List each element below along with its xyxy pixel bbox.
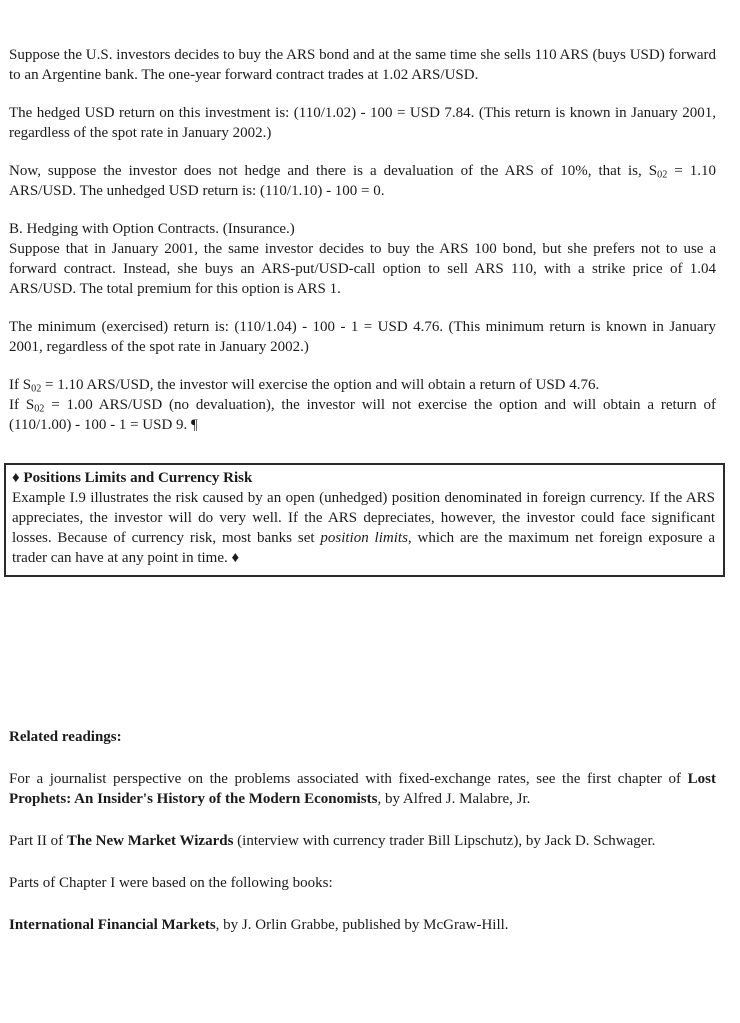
subscript-s02: 02: [31, 383, 42, 395]
book-title: International Financial Markets: [9, 917, 216, 933]
text-run: = 1.00 ARS/USD (no devaluation), the investor will not exercise the option and will obtain a return of (110/1.00) - 100 - 1 = USD 9. ¶: [9, 397, 716, 433]
subscript-s02: 02: [657, 169, 668, 181]
paragraph-minimum-return: The minimum (exercised) return is: (110/1.04) - 100 - 1 = USD 4.76. (This minimum return is known in January 2001, regardless of the spot rate in January 2002.): [9, 319, 716, 355]
text-run: If S: [9, 377, 32, 393]
text-run: If S: [9, 397, 35, 413]
paragraph-forward-setup: Suppose the U.S. investors decides to buy the ARS bond and at the same time she sells 110 ARS (buys USD) forward to an Argentine bank. The one-year forward contract trades at 1.02 ARS/USD.: [9, 47, 716, 83]
text-run: , by Alfred J. Malabre, Jr.: [377, 791, 531, 807]
callout-body: [12, 488, 715, 568]
text-run: (interview with currency trader Bill Lipschutz), by Jack D. Schwager.: [233, 833, 656, 849]
callout-heading: ♦ Positions Limits and Currency Risk: [12, 470, 253, 486]
text-run: Suppose that in January 2001, the same investor decides to buy the ARS 100 bond, but she prefers not to use a forward contract. Instead, she buys an ARS-put/USD-call option to sell ARS 110, with a strike price of 1.04 ARS/USD. The total premium for this option is ARS 1.: [9, 241, 716, 297]
related-readings-section: [9, 727, 716, 935]
subscript-s02: 02: [34, 403, 45, 415]
reading-item-lost-prophets: [9, 769, 716, 809]
book-title: Lost Prophets: An Insider's History of the Modern Economists: [9, 771, 716, 807]
book-title: The New Market Wizards: [66, 833, 234, 849]
text-run: , by J. Orlin Grabbe, published by McGraw-Hill.: [215, 917, 509, 933]
callout-box-position-limits: [4, 463, 725, 577]
option-section-heading: B. Hedging with Option Contracts. (Insurance.): [9, 221, 295, 237]
paragraph-unhedged-return: [9, 161, 716, 201]
text-run: Part II of: [9, 833, 67, 849]
text-run: Now, suppose the investor does not hedge and there is a devaluation of the ARS of 10%, that is, S: [9, 163, 658, 179]
text-run-italic: position limits: [320, 530, 408, 546]
text-run: , which are the maximum net foreign exposure a trader can have at any point in time. ♦: [12, 530, 715, 566]
paragraph-option-hedging: [9, 219, 716, 299]
text-run: Example I.9 illustrates the risk caused by an open (unhedged) position denominated in foreign currency. If the ARS appreciates, the investor will do very well. If the ARS depreciates, however, the investor could face significant losses. Because of currency risk, most banks set: [12, 490, 715, 546]
related-readings-heading: Related readings:: [9, 729, 122, 745]
text-run: For a journalist perspective on the problems associated with fixed-exchange rates, see the first chapter of: [9, 771, 688, 787]
paragraph-hedged-return: The hedged USD return on this investment is: (110/1.02) - 100 = USD 7.84. (This return is known in January 2001, regardless of the spot rate in January 2002.): [9, 105, 716, 141]
reading-item-market-wizards: [9, 831, 716, 851]
reading-item-international-financial-markets: [9, 915, 716, 935]
paragraph-exercise-cases: [9, 375, 716, 435]
text-run: = 1.10 ARS/USD, the investor will exercise the option and will obtain a return of USD 4.76.: [41, 377, 600, 393]
reading-note-chapter-sources: Parts of Chapter I were based on the following books:: [9, 875, 333, 891]
text-run: = 1.10 ARS/USD. The unhedged USD return is: (110/1.10) - 100 = 0.: [9, 163, 716, 199]
